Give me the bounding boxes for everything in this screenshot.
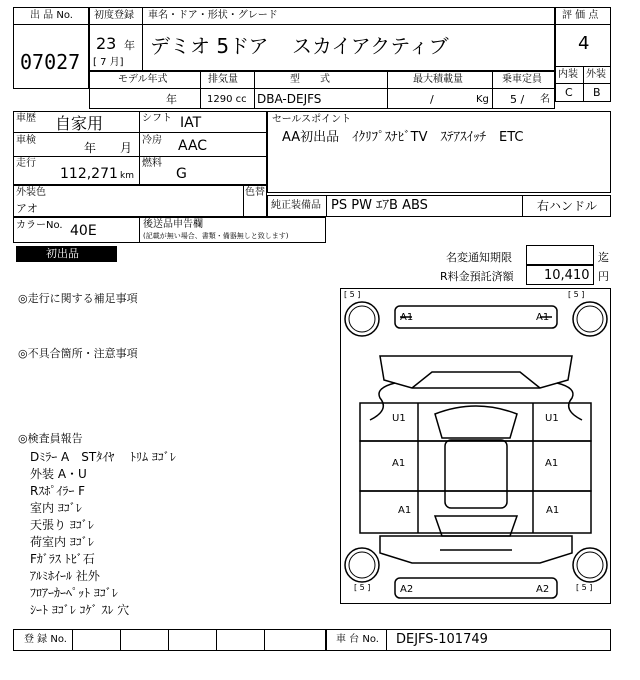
equipment-label: 純正装備品	[271, 200, 321, 211]
car-rear-section	[380, 536, 572, 563]
car-front-section	[370, 356, 582, 420]
displacement-value: 1290 cc	[207, 94, 247, 105]
overall-score: 4	[578, 33, 590, 54]
model-year-value: 年	[166, 93, 177, 106]
exterior-color-value: アオ	[16, 202, 38, 215]
name-change-unit: 迄	[598, 251, 609, 264]
max-load-unit: Kg	[476, 94, 489, 105]
car-grade: スカイアクティブ	[292, 34, 449, 58]
tire-rear-right-label: [ 5 ]	[576, 583, 593, 592]
name-change-value-box	[526, 245, 594, 265]
fuel-label: 燃料	[142, 158, 162, 169]
first-listing-badge-text: 初出品	[46, 247, 79, 260]
interior-label: 内装	[558, 69, 578, 80]
name-change-label: 名変通知期限	[446, 251, 512, 264]
damage-diagram	[340, 288, 611, 604]
reg-no-label: 登 録 No.	[24, 634, 67, 645]
chassis-number: DEJFS-101749	[396, 632, 488, 647]
tire-front-right-label: [ 5 ]	[568, 290, 585, 299]
max-load-label: 最大積載量	[413, 74, 463, 85]
inspector-line: Rｽﾎﾟｲﾗｰ F	[30, 484, 86, 498]
wheel-front-left	[345, 302, 379, 336]
inspection-year: 年	[84, 141, 97, 155]
mark-rear-bumper-right: A2	[536, 584, 550, 595]
mark-front-door-right: U1	[545, 413, 559, 424]
postreg-label: 後送品申告欄	[143, 219, 203, 230]
mark-rear-door-right: A1	[546, 505, 560, 516]
ac-label: 冷房	[142, 135, 162, 146]
exterior-grade: B	[593, 86, 601, 99]
inspector-line: 荷室内 ﾖｺﾞﾚ	[30, 535, 94, 549]
inspector-report-lines	[30, 448, 176, 618]
inspector-line: Fｶﾞﾗｽ ﾄﾋﾞ石	[30, 552, 95, 566]
first-reg-label: 初度登録	[94, 10, 134, 21]
lot-number: 07027	[20, 50, 81, 74]
first-reg-month: [ 7 月]	[93, 57, 124, 68]
model-grade-label: 車名・ドア・形状・グレード	[148, 10, 278, 21]
inspector-report-label: ◎検査員報告	[18, 432, 83, 445]
mark-front-door-left: U1	[392, 413, 406, 424]
defects-notes-label: ◎不具合箇所・注意事項	[18, 347, 138, 360]
rear-bumper	[395, 578, 557, 598]
tire-rear-left-label: [ 5 ]	[354, 583, 371, 592]
color-no-value: 40E	[70, 223, 97, 239]
max-load-value: /	[430, 93, 434, 106]
wheel-rear-left	[345, 548, 379, 582]
shift-value: IAT	[180, 115, 202, 131]
postreg-note: (記載が無い場合、書類・備器無しと致します)	[143, 232, 289, 240]
color-no-label: カラーNo.	[16, 220, 63, 231]
sales-point-label: セールスポイント	[272, 114, 352, 125]
exterior-color-label: 外装色	[16, 187, 46, 198]
mark-rear-door-left: A1	[398, 505, 412, 516]
equipment-value: PS PW ｴｱB ABS	[331, 198, 428, 213]
driving-notes-label: ◎走行に関する補足事項	[18, 292, 138, 305]
recycle-unit: 円	[598, 270, 609, 283]
front-bumper	[395, 306, 557, 328]
exterior-color-box	[13, 185, 267, 217]
inspector-line: ｱﾙﾐﾎｲｰﾙ 社外	[30, 569, 100, 583]
history-label: 車歴	[16, 113, 36, 124]
car-name: デミオ 5ドア	[150, 34, 269, 58]
recolor-label: 色替	[245, 187, 265, 198]
mark-rear-bumper-left: A2	[400, 584, 414, 595]
interior-grade: C	[565, 86, 573, 99]
capacity-label: 乗車定員	[502, 74, 542, 85]
ac-value: AAC	[178, 138, 208, 154]
inspection-label: 車検	[16, 135, 36, 146]
exterior-label: 外装	[586, 69, 606, 80]
mileage-unit: km	[120, 171, 134, 181]
sales-point-value: AA初出品 ｲｸﾘﾌﾟｽﾅﾋﾞTV ｽﾃｱｽｲｯﾁ ETC	[282, 130, 524, 145]
model-code-label: 型 式	[290, 74, 330, 85]
score-label: 評 価 点	[562, 10, 599, 21]
detail-grid	[13, 111, 267, 185]
mark-mid-left: A1	[392, 458, 406, 469]
inspector-line: ﾌﾛｱｰｶｰﾍﾟｯﾄ ﾖｺﾞﾚ	[30, 586, 118, 600]
mark-mid-right: A1	[545, 458, 559, 469]
first-reg-year: 23	[96, 34, 117, 53]
recycle-value: 10,410	[544, 268, 590, 283]
inspector-line: ｼｰﾄ ﾖｺﾞﾚ ｺｹﾞ ｽﾚ 穴	[30, 603, 130, 617]
recycle-label: R料金預託済額	[440, 270, 514, 283]
capacity-value: 5 /	[510, 93, 525, 106]
inspector-line: 天張り ﾖｺﾞﾚ	[30, 518, 94, 532]
mileage-label: 走行	[16, 158, 36, 169]
capacity-unit: 名	[540, 94, 550, 105]
history-value: 自家用	[55, 114, 104, 133]
lot-number-label: 出 品 No.	[30, 10, 73, 21]
mark-front-bumper-left: A1	[400, 312, 414, 323]
model-code-value: DBA-DEJFS	[257, 92, 322, 106]
tire-front-left-label: [ 5 ]	[344, 290, 361, 299]
inspection-month: 月	[120, 141, 133, 155]
fuel-value: G	[176, 166, 187, 182]
first-reg-year-unit: 年	[124, 39, 135, 52]
mark-front-bumper-right: A1	[536, 312, 550, 323]
mileage-value: 112,271	[60, 166, 118, 182]
wheel-rear-right	[573, 548, 607, 582]
model-year-label: モデル年式	[118, 74, 168, 85]
shift-label: シフト	[142, 113, 172, 124]
chassis-label: 車 台 No.	[336, 634, 379, 645]
inspector-line: 外装 A・U	[30, 467, 87, 481]
displacement-label: 排気量	[208, 74, 238, 85]
steering-side: 右ハンドル	[537, 199, 598, 213]
inspector-line: Dﾐﾗｰ A STﾀｲﾔ ﾄﾘﾑ ﾖｺﾞﾚ	[30, 450, 176, 464]
inspector-line: 室内 ﾖｺﾞﾚ	[30, 501, 82, 515]
wheel-front-right	[573, 302, 607, 336]
